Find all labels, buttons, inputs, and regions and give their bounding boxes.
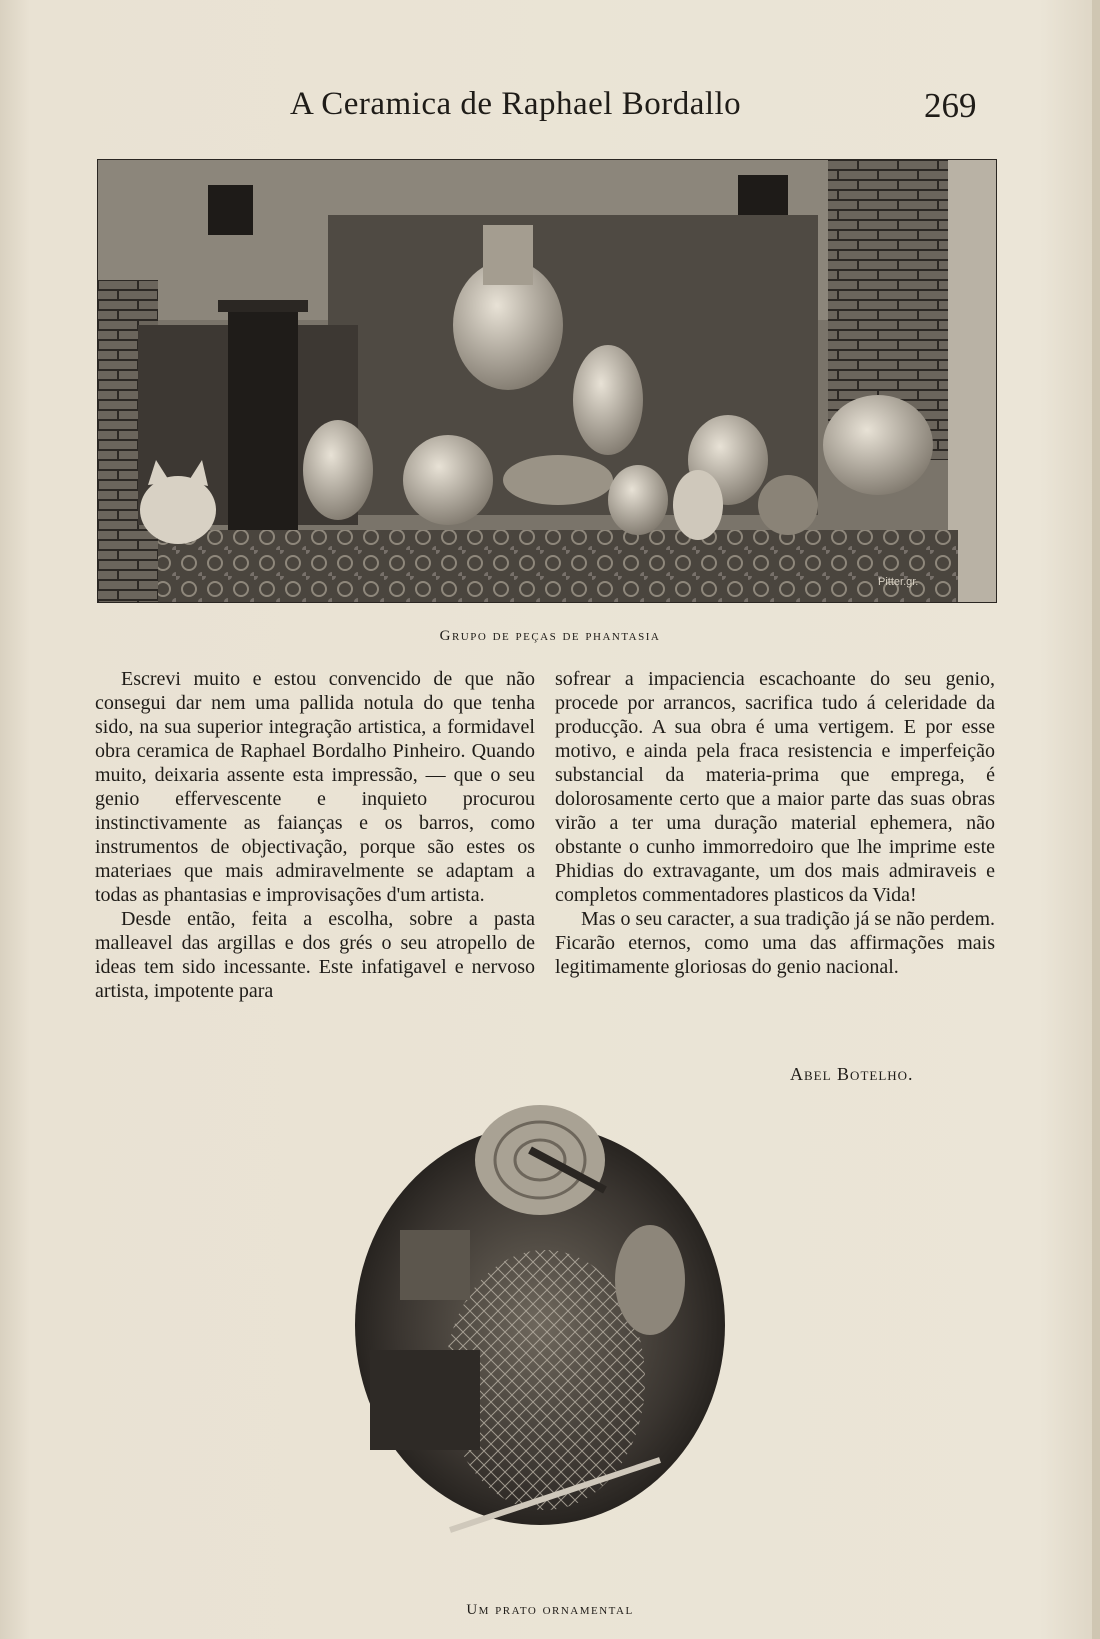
paragraph: Mas o seu caracter, a sua tradição já se não perdem. Ficarão eternos, como uma das affirmações mais legitimamente gloriosas do genio nacional. [555,908,995,978]
ceramics-group-photo [98,160,996,602]
running-title: A Ceramica de Raphael Bordallo [290,86,742,122]
paragraph: sofrear a impaciencia escachoante do seu genio, procede por arrancos, sacrifica tudo á celeridade da producção. A sua obra é uma vertigem. E por esse motivo, e ainda pela fraca resistencia e imperfeição substancial da materia-prima que emprega, é dolorosamente certo que a maior parte das suas obras virão a ter uma duração material ephemera, não obstante o cunho immorredoiro que lhe imprime este Phidias do extravagante, um dos mais admiraveis e completos commentadores plasticos da Vida! [555,668,995,906]
article-left-column [95,667,535,1003]
article-right-column [555,667,995,979]
page-gutter [1092,0,1100,1639]
plate-caption: Um prato ornamental [466,1602,634,1618]
paragraph: Escrevi muito e estou convencido de que não consegui dar nem uma pallida notula do que tenha sido, na sua superior integração artistica, a formidavel obra ceramica de Raphael Bordalho Pinheiro. Quando muito, deixaria assente esta impressão, — que o seu genio effervescente e inquieto procurou instinctivamente as faianças e os barros, como instrumentos de objectivação, porque são estes os materiaes que mais admiravelmente se adaptam a todas as phantasias e improvisações d'um artista. [95,668,535,906]
photo-caption: Grupo de peças de phantasia [439,628,661,644]
ornamental-plate-photo [330,1080,750,1560]
page-number: 269 [924,86,977,125]
engraver-mark: Pitter.gr. [878,576,919,588]
paragraph: Desde então, feita a escolha, sobre a pasta malleavel das argillas e dos grés o seu atropello de ideas tem sido incessante. Este infatigavel e nervoso artista, impotente para [95,908,535,1002]
author-signature: Abel Botelho. [790,1064,914,1084]
